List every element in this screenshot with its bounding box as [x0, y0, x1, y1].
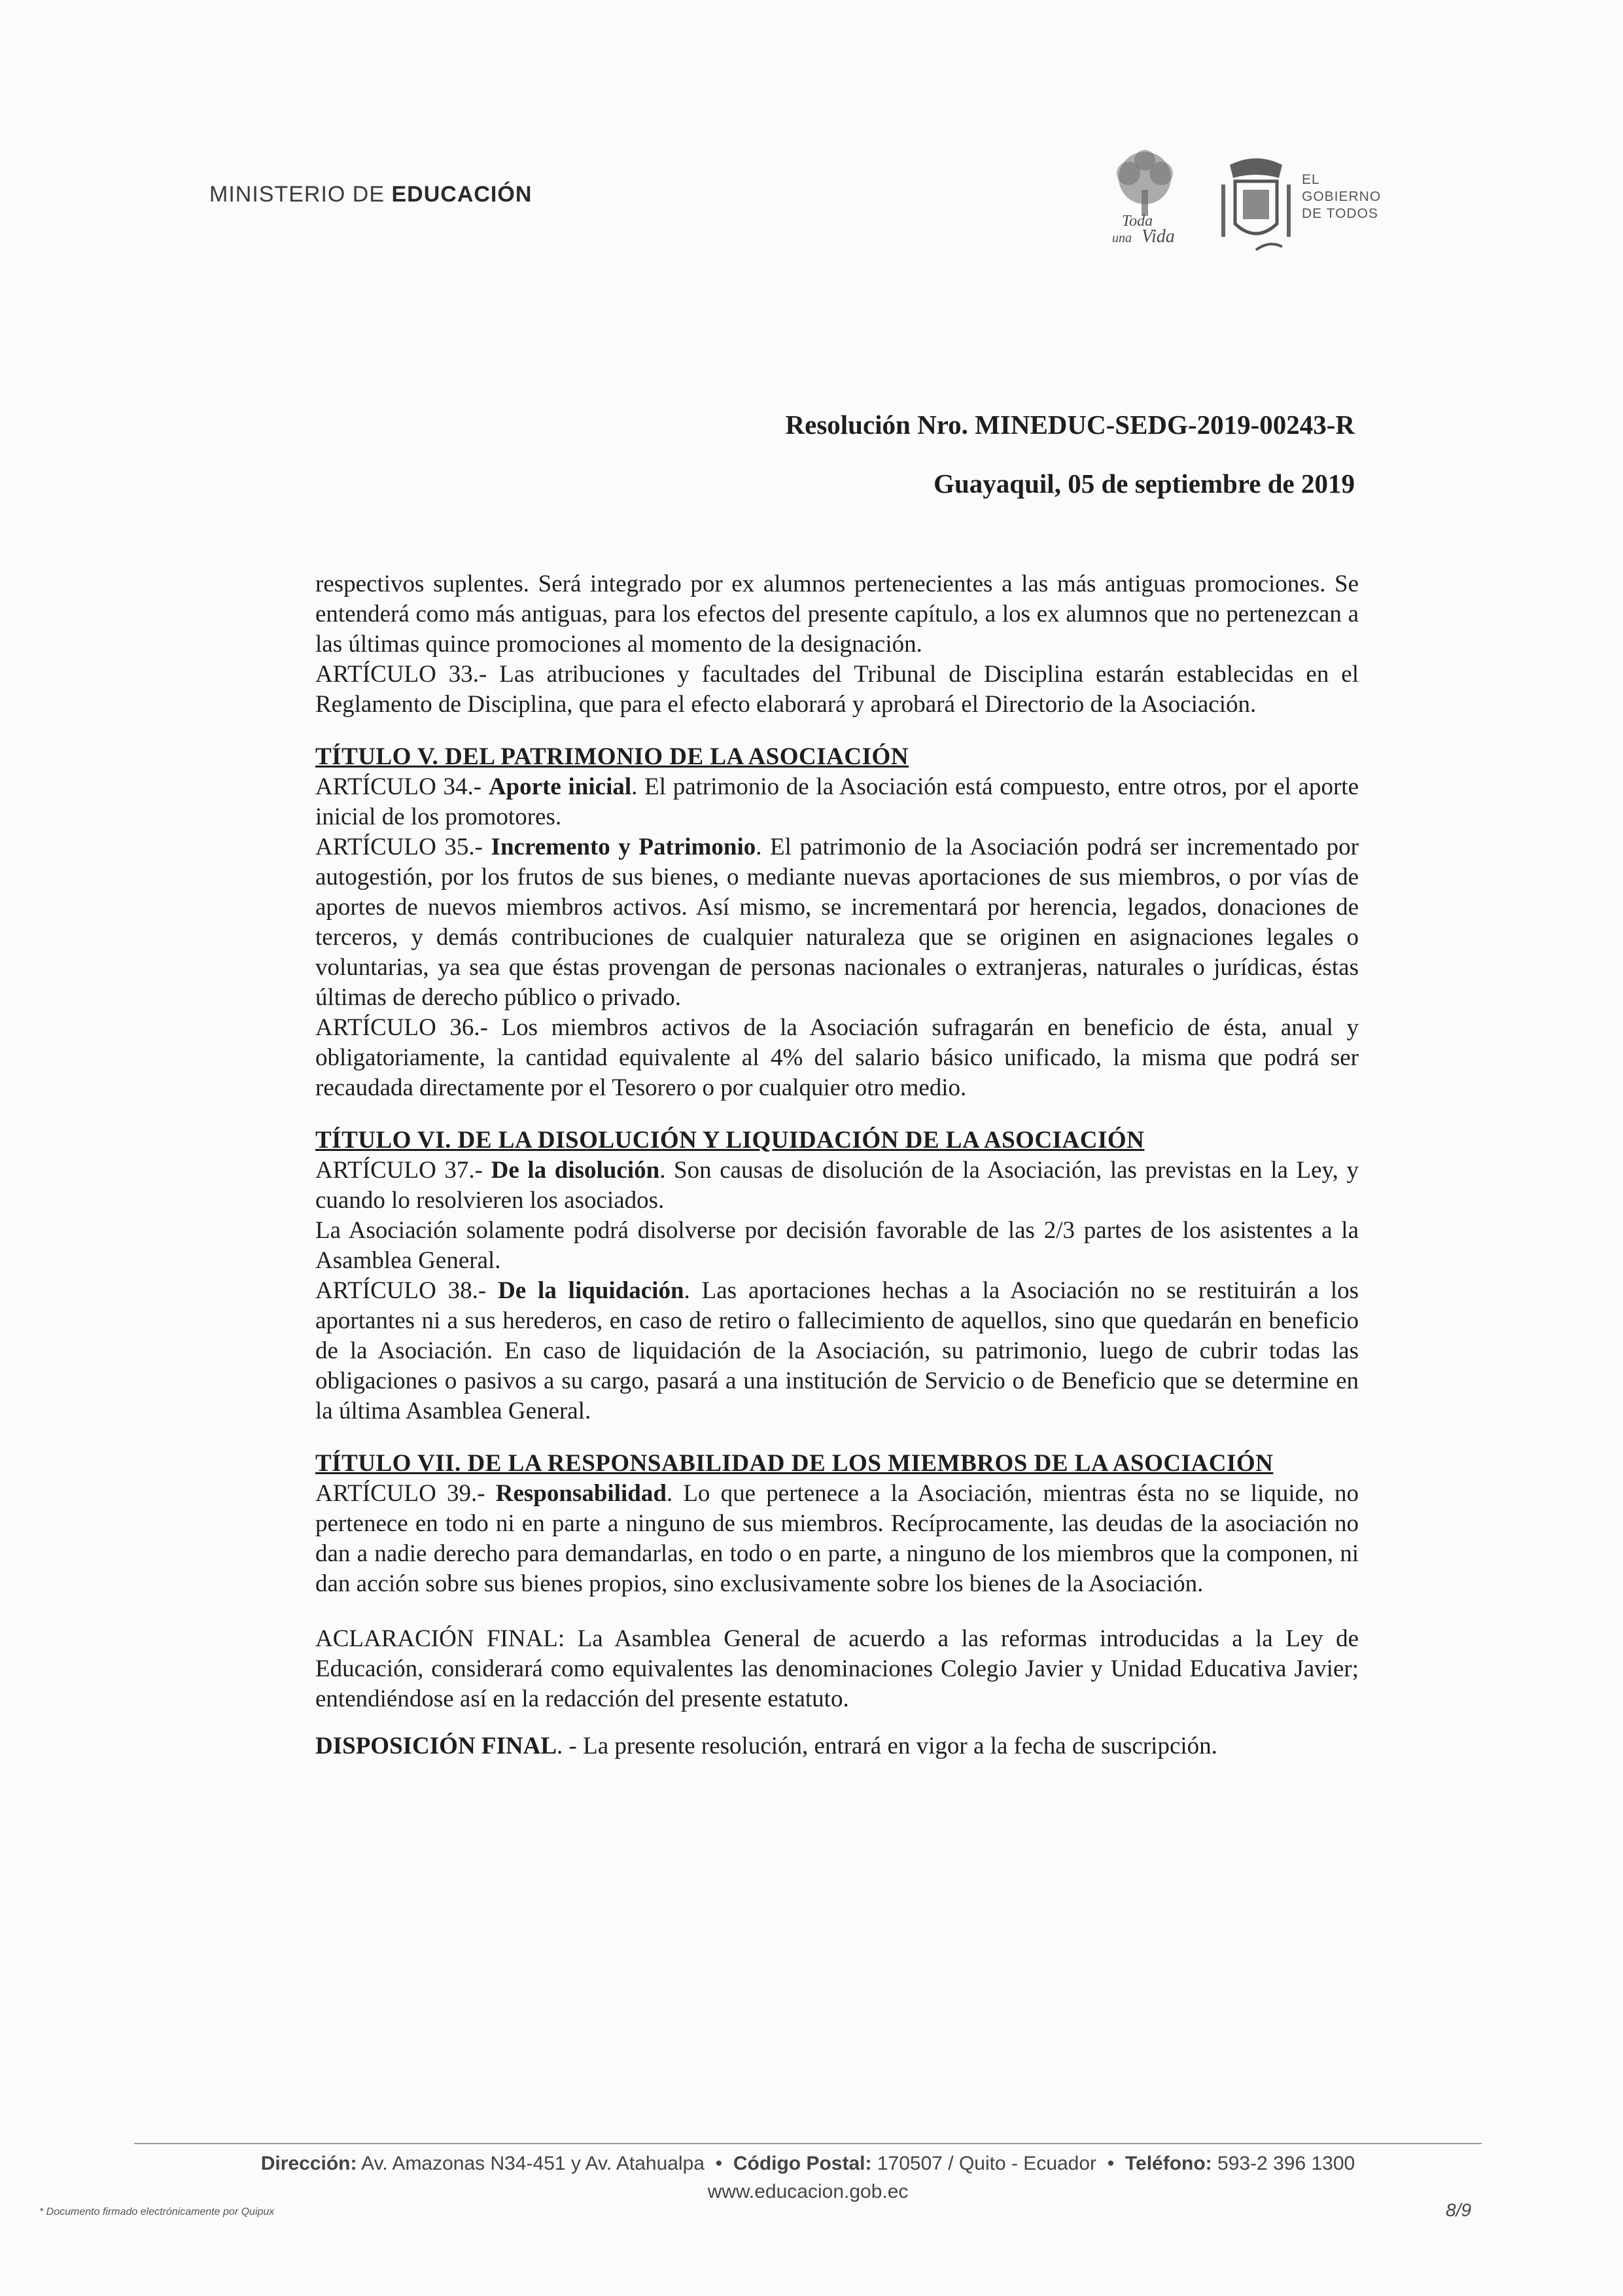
article-38-text: . Las aportaciones hechas a la Asociación no se restituirán a los aportantes ni a sus herederos, en caso de retiro o fallecimiento de aquellos, sino que quedarán en beneficio de la Asociación. En caso de liquidación de la Asociación, su patrimonio, luego de cubrir todas las obligaciones o pasivos a su cargo, pasará a una institución de Servicio o de Beneficio que se determine en la última Asamblea General. [315, 1277, 1359, 1424]
article-37-text: . Son causas de disolución de la Asociación, las previstas en la Ley, y cuando lo resolvieren los asociados. [315, 1157, 1359, 1214]
article-35-heading: Incremento y Patrimonio [491, 834, 756, 860]
article-39-text: . Lo que pertenece a la Asociación, mientras ésta no se liquide, no pertenece en todo ni en parte a ninguno de sus miembros. Recíprocamente, las deudas de la asociación no dan a nadie derecho para demandarlas, en todo o en parte, a ninguno de los miembros que la componen, ni dan acción sobre sus bienes propios, sino exclusivamente sobre los bienes de la Asociación. [315, 1480, 1359, 1597]
disposicion-final [315, 1731, 1359, 1761]
title-v: TÍTULO V. DEL PATRIMONIO DE LA ASOCIACIÓN [315, 743, 909, 770]
paragraph-disolucion: La Asociación solamente podrá disolverse por decisión favorable de las 2/3 partes de los asistentes a la Asamblea General. [315, 1217, 1359, 1274]
article-36: ARTÍCULO 36.- Los miembros activos de la Asociación sufragarán en beneficio de ésta, anual y obligatoriamente, la cantidad equivalente al 4% del salario básico unificado, la misma que podrá ser recaudada directamente por el Tesorero o por cualquier otro medio. [315, 1014, 1359, 1101]
bullet-separator: • [715, 2153, 723, 2174]
electronic-signature-note: * Documento firmado electrónicamente por Quipux [39, 2206, 275, 2217]
motto-line-1: Toda [1122, 213, 1153, 230]
article-35-label: ARTÍCULO 35.- [315, 834, 483, 860]
page-number: 8/9 [1446, 2200, 1471, 2220]
article-39-heading: Responsabilidad [495, 1480, 667, 1507]
resolution-date: Guayaquil, 05 de septiembre de 2019 [934, 468, 1355, 499]
title-vi: TÍTULO VI. DE LA DISOLUCIÓN Y LIQUIDACIÓN DE LA ASOCIACIÓN [315, 1127, 1145, 1154]
article-38 [315, 1276, 1359, 1426]
article-37-label: ARTÍCULO 37.- [315, 1157, 483, 1184]
article-35 [315, 832, 1359, 1013]
postal-code-label: Código Postal: [733, 2153, 872, 2174]
phone-label: Teléfono: [1125, 2153, 1212, 2174]
resolution-number: Resolución Nro. MINEDUC-SEDG-2019-00243-R [785, 410, 1355, 440]
article-38-label: ARTÍCULO 38.- [315, 1277, 487, 1304]
postal-code-value: 170507 / Quito - Ecuador [877, 2153, 1097, 2174]
disposicion-text: . - La presente resolución, entrará en vigor a la fecha de suscripción. [557, 1733, 1217, 1759]
address-label: Dirección: [260, 2153, 357, 2174]
toda-una-vida-logo [1096, 144, 1194, 255]
motto-line-3: Vida [1142, 226, 1175, 247]
title-vii: TÍTULO VII. DE LA RESPONSABILIDAD DE LOS MIEMBROS DE LA ASOCIACIÓN [315, 1450, 1274, 1477]
paragraph-suplentes: respectivos suplentes. Será integrado por ex alumnos pertenecientes a las más antiguas promociones. Se entenderá como más antiguas, para los efectos del presente capítulo, a los ex alumnos que no pertenezcan a las últimas quince promociones al momento de la designación. [315, 571, 1359, 658]
document-body [315, 569, 1359, 1761]
ministry-logo-text [209, 182, 532, 207]
ministry-name: EDUCACIÓN [391, 182, 532, 207]
footer-contact [134, 2153, 1482, 2175]
motto-line-2: una [1112, 231, 1132, 245]
article-34 [315, 772, 1359, 832]
article-37 [315, 1156, 1359, 1216]
article-39-label: ARTÍCULO 39.- [315, 1480, 485, 1507]
article-35-text: . El patrimonio de la Asociación podrá ser incrementado por autogestión, por los frutos de sus bienes, o mediante nuevas aportaciones de sus miembros, o por vías de aportes de nuevos miembros activos. Así mismo, se incrementará por herencia, legados, donaciones de terceros, y demás contribuciones de cualquier naturaleza que se originen en asignaciones legales o voluntarias, ya sea que éstas provengan de personas nacionales o extranjeras, naturales o jurídicas, éstas últimas de derecho público o privado. [315, 834, 1359, 1011]
article-34-label: ARTÍCULO 34.- [315, 773, 482, 800]
address-value: Av. Amazonas N34-451 y Av. Atahualpa [361, 2153, 705, 2174]
article-39 [315, 1479, 1359, 1599]
article-34-text: . El patrimonio de la Asociación está compuesto, entre otros, por el aporte inicial de los promotores. [315, 773, 1359, 830]
aclaracion-final: ACLARACIÓN FINAL: La Asamblea General de acuerdo a las reformas introducidas a la Ley de Educación, considerará como equivalentes las denominaciones Colegio Javier y Unidad Educativa Javier; entendiéndose así en la redacción del presente estatuto. [315, 1625, 1359, 1712]
article-38-heading: De la liquidación [498, 1277, 684, 1304]
ecuador-coat-of-arms-icon [1217, 152, 1295, 256]
article-33: ARTÍCULO 33.- Las atribuciones y facultades del Tribunal de Disciplina estarán establecidas en el Reglamento de Disciplina, que para el efecto elaborará y aprobará el Directorio de la Asociación. [315, 661, 1359, 718]
ministry-prefix: MINISTERIO DE [209, 182, 385, 207]
disposicion-heading: DISPOSICIÓN FINAL [315, 1733, 557, 1759]
website-link[interactable]: www.educacion.gob.ec [707, 2181, 909, 2202]
footer-divider [134, 2143, 1482, 2144]
gobierno-de-todos-text: EL GOBIERNO DE TODOS [1302, 172, 1382, 221]
phone-value: 593-2 396 1300 [1217, 2153, 1355, 2174]
bullet-separator: • [1107, 2153, 1115, 2174]
article-34-heading: Aporte inicial [488, 773, 632, 800]
article-37-heading: De la disolución [491, 1157, 660, 1184]
